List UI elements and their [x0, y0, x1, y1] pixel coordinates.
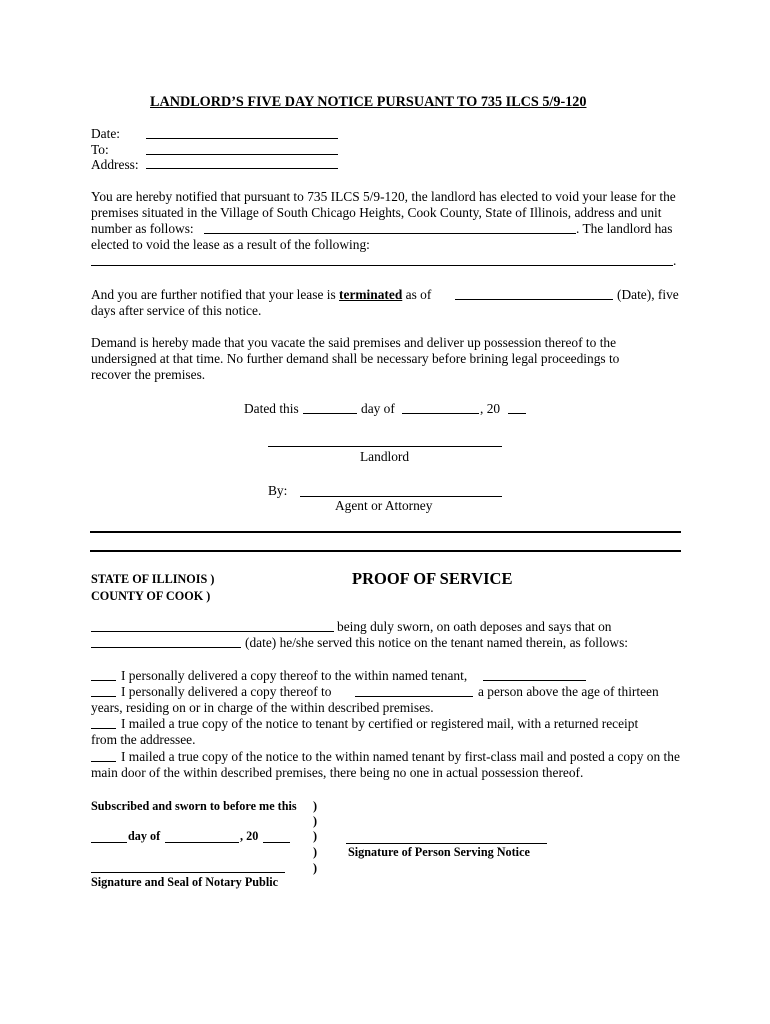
agent-label: Agent or Attorney [335, 498, 433, 513]
para2-start: And you are further notified that your lease is [91, 287, 336, 302]
paren-4: ) [313, 845, 318, 859]
sworn-text: being duly sworn, on oath deposes and says that on [337, 619, 612, 634]
reason-blank[interactable] [91, 265, 673, 266]
option4-text-a: I mailed a true copy of the notice to the within named tenant by first-class mail and posted a copy on the [121, 749, 680, 764]
paren-3: ) [313, 829, 318, 843]
option1-tenant-blank[interactable] [483, 680, 586, 681]
para1-line4: elected to void the lease as a result of the following: [91, 237, 370, 252]
notary-day-blank[interactable] [91, 842, 127, 843]
option1-text: I personally delivered a copy thereof to the within named tenant, [121, 668, 468, 683]
para3-line3: recover the premises. [91, 367, 206, 382]
para2-end: (Date), five [617, 287, 679, 302]
notary-signature-label: Signature and Seal of Notary Public [91, 875, 279, 889]
notary-signature-line[interactable] [91, 872, 285, 873]
address-blank[interactable] [146, 168, 338, 169]
notary-day-of-label: day of [128, 829, 161, 843]
option3-text-b: from the addressee. [91, 732, 196, 747]
server-name-blank[interactable] [91, 631, 334, 632]
dated-day-of-label: day of [361, 401, 395, 416]
para1-line3-start: number as follows: [91, 221, 194, 236]
document-title: LANDLORD’S FIVE DAY NOTICE PURSUANT TO 735 ILCS 5/9-120 [150, 94, 587, 110]
para2-line2: days after service of this notice. [91, 303, 262, 318]
server-signature-line[interactable] [346, 843, 547, 844]
para3-line2: undersigned at that time. No further demand shall be necessary before brining legal proceedings to [91, 351, 620, 366]
state-label: STATE OF ILLINOIS ) [91, 572, 215, 586]
para2-line1 [91, 287, 431, 304]
para1-line5-end: . [673, 253, 677, 268]
to-label: To: [91, 142, 109, 157]
paren-2: ) [313, 814, 318, 828]
option2-text-c: years, residing on or in charge of the within described premises. [91, 700, 434, 715]
option4-text-b: main door of the within described premises, there being no one in actual possession thereof. [91, 765, 584, 780]
landlord-label: Landlord [360, 449, 410, 464]
notary-month-blank[interactable] [165, 842, 239, 843]
by-label: By: [268, 483, 288, 498]
separator-rule-2 [90, 550, 681, 552]
option3-text-a: I mailed a true copy of the notice to tenant by certified or registered mail, with a returned receipt [121, 716, 639, 731]
notary-year-blank[interactable] [263, 842, 290, 843]
termination-date-blank[interactable] [455, 299, 613, 300]
dated-year-label: , 20 [480, 401, 501, 416]
option2-person-blank[interactable] [355, 696, 473, 697]
para3-line1: Demand is hereby made that you vacate the said premises and deliver up possession thereof to the [91, 335, 617, 350]
option3-check-blank[interactable] [91, 728, 116, 729]
option4-check-blank[interactable] [91, 761, 116, 762]
option2-check-blank[interactable] [91, 696, 116, 697]
date-blank[interactable] [146, 138, 338, 139]
terminated-emphasis: terminated [339, 287, 403, 302]
subscribed-label: Subscribed and sworn to before me this [91, 799, 297, 813]
proof-of-service-heading: PROOF OF SERVICE [352, 569, 513, 588]
option2-text-a: I personally delivered a copy thereof to [121, 684, 332, 699]
server-signature-label: Signature of Person Serving Notice [348, 845, 530, 859]
para1-line3-end: . The landlord has [576, 221, 673, 236]
notary-year-label: , 20 [240, 829, 259, 843]
option2-text-b: a person above the age of thirteen [478, 684, 659, 699]
dated-this-label: Dated this [244, 401, 299, 416]
para1-line2: premises situated in the Village of South Chicago Heights, Cook County, State of Illinois, address and unit [91, 205, 662, 220]
separator-rule-1 [90, 531, 681, 533]
county-label: COUNTY OF COOK ) [91, 589, 211, 603]
agent-signature-line[interactable] [300, 496, 502, 497]
address-label: Address: [91, 157, 139, 172]
paren-5: ) [313, 861, 318, 875]
service-date-blank[interactable] [91, 647, 241, 648]
paren-1: ) [313, 799, 318, 813]
para1-line1: You are hereby notified that pursuant to 735 ILCS 5/9-120, the landlord has elected to void your lease for the [91, 189, 676, 204]
date-label: Date: [91, 126, 120, 141]
dated-year-blank[interactable] [508, 413, 526, 414]
unit-address-blank[interactable] [204, 233, 576, 234]
para2-mid: as of [405, 287, 432, 302]
dated-day-blank[interactable] [303, 413, 357, 414]
to-blank[interactable] [146, 154, 338, 155]
option1-check-blank[interactable] [91, 680, 116, 681]
landlord-signature-line[interactable] [268, 446, 502, 447]
dated-month-blank[interactable] [402, 413, 479, 414]
service-date-text: (date) he/she served this notice on the tenant named therein, as follows: [245, 635, 628, 650]
